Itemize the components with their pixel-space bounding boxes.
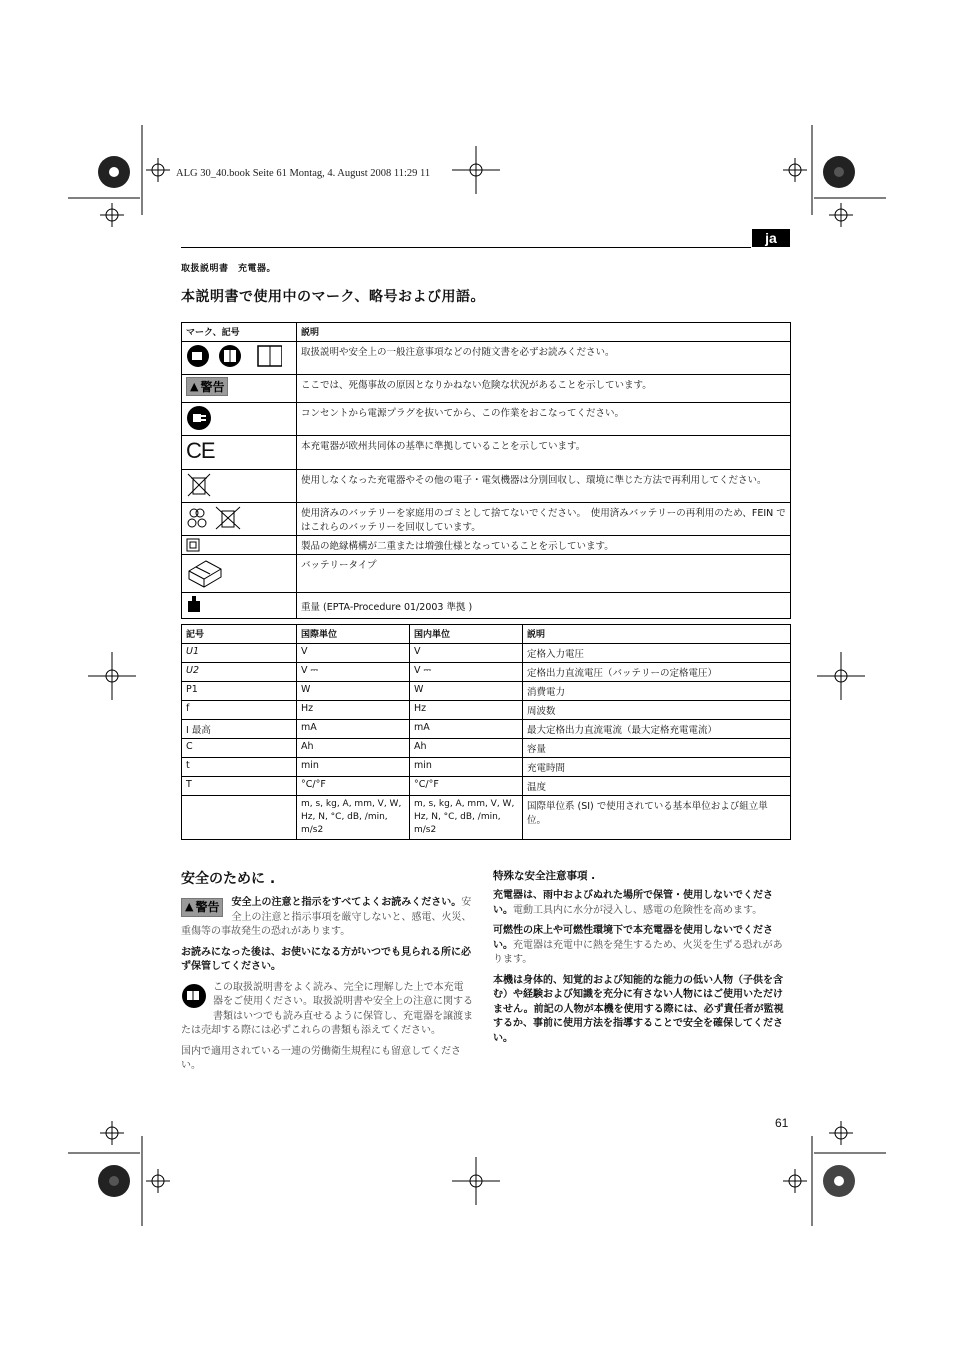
symbol-cell [182,503,297,536]
table-cell: Hz [297,701,410,720]
special-paragraph-2: 可燃性の床上や可燃性環境下で本充電器を使用しないでください。充電器は充電中に熱を発生するため、火災を生ずる恐れがあります。 [493,925,783,965]
description-cell: 使用しなくなった充電器やその他の電子・電気機器は分別回収し、環境に準じた方法で再利用してください。 [297,470,791,503]
table-cell [182,796,297,840]
battery-pack-icon [186,557,224,589]
warning-icon: ▲ [185,900,194,914]
table-cell: Ah [410,739,523,758]
description-cell: 使用済みのバッテリーを家庭用のゴミとして捨てないでください。 使用済みバッテリーの再利用のため、FEIN ではこれらのバッテリーを回収しています。 [297,503,791,536]
table-row [182,739,791,758]
table-row [182,758,791,777]
unplug-icon [186,405,212,431]
labor-text: 国内で適用されている一連の労働衛生規程にも留意してください。 [181,1045,461,1071]
table-cell: 定格入力電圧 [523,644,791,663]
table-header: 記号 [182,625,297,644]
manual-paragraph [181,981,473,1039]
table-header: マーク、記号 [182,323,297,342]
table-cell: t [182,758,297,777]
symbols-table [181,322,791,619]
table-header: 国内単位 [410,625,523,644]
table-cell: 容量 [523,739,791,758]
manual-text: この取扱説明書をよく読み、完全に理解した上で本充電器をご使用ください。取扱説明書や安全上の注意に関する書類はいつでも読み直せるように保管し、充電器を譲渡または売却する際には必ずこれらの書類も添えてください。 [181,981,473,1036]
read-manual-icon [186,344,282,368]
double-insulation-icon [186,538,200,552]
table-cell: mA [297,720,410,739]
table-row [182,720,791,739]
table-cell: f [182,701,297,720]
special-safety-column [493,868,786,1052]
header-rule [181,247,751,248]
table-cell: mA [410,720,523,739]
section-title: 本説明書で使用中のマーク、略号および用語。 [181,289,485,305]
table-header: 説明 [297,323,791,342]
file-header: ALG 30_40.book Seite 61 Montag, 4. August 2008 11:29 11 [176,168,431,179]
table-cell: min [410,758,523,777]
table-row [182,503,791,536]
symbol-cell [182,375,297,403]
description-cell: 製品の絶縁構構が二重または増強仕様となっていることを示しています。 [297,536,791,555]
table-cell: V [297,644,410,663]
page-number: 61 [775,1116,789,1130]
symbol-cell [182,403,297,436]
table-cell: 定格出力直流電圧（バッテリーの定格電圧） [523,663,791,682]
special-title: 特殊な安全注意事項 . [493,870,596,882]
table-row [182,403,791,436]
table-cell: W [410,682,523,701]
table-cell: V [410,644,523,663]
table-row [182,555,791,593]
table-cell: V ⎓ [297,663,410,682]
symbol-cell [182,470,297,503]
warning-text: 安全上の注意と指示事項を厳守しないと、感電、火災、重傷等の事故発生の恐れがあります。 [181,897,472,937]
table-row [182,536,791,555]
warning-icon: ▲ [190,380,199,393]
table-header: 国際単位 [297,625,410,644]
description-cell: コンセントから電源プラグを抜いてから、この作業をおこなってください。 [297,403,791,436]
description-cell: 取扱説明や安全上の一般注意事項などの付随文書を必ずお読みください。 [297,342,791,375]
table-header-row [182,625,791,644]
table-header: 説明 [523,625,791,644]
table-cell: U2 [182,663,297,682]
table-cell: W [297,682,410,701]
description-cell: ここでは、死傷事故の原因となりかねない危険な状況があることを示しています。 [297,375,791,403]
table-cell: C [182,739,297,758]
table-row [182,663,791,682]
table-cell: U1 [182,644,297,663]
table-cell: 国際単位系 (SI) で使用されている基本単位および組立単位。 [523,796,791,840]
table-cell: °C/°F [297,777,410,796]
safety-column [181,868,473,1080]
table-cell: V ⎓ [410,663,523,682]
table-cell: P1 [182,682,297,701]
table-cell: 消費電力 [523,682,791,701]
table-cell: Hz [410,701,523,720]
table-row [182,777,791,796]
language-tab: ja [752,229,790,247]
table-cell: 最大定格出力直流電流（最大定格充電電流） [523,720,791,739]
table-cell: Ah [297,739,410,758]
units-table [181,624,791,840]
symbol-cell [182,555,297,593]
table-row [182,682,791,701]
description-cell: バッテリータイプ [297,555,791,593]
table-row [182,644,791,663]
table-row [182,436,791,470]
warning-paragraph [181,896,473,940]
special-paragraph-3: 本機は身体的、知覚的および知能的な能力の低い人物（子供を含む）や経験および知識を充分に有さない人物にはご使用いただけません。前記の人物が本機を使用する際には、必ず責任者が監視するか、事前に使用方法を指導することで安全を確保してください。 [493,974,784,1044]
battery-recycle-icon [186,505,242,531]
special-paragraph-1: 充電器は、雨中およびぬれた場所で保管・使用しないでください。電動工具内に水分が浸入し、感電の危険性を高めます。 [493,890,773,916]
safety-title: 安全のために . [181,871,276,887]
weee-bin-icon [186,472,212,498]
table-cell: °C/°F [410,777,523,796]
table-cell: T [182,777,297,796]
symbol-cell [182,342,297,375]
table-cell: 周波数 [523,701,791,720]
table-cell: m, s, kg, A, mm, V, W, Hz, N, °C, dB, /min, m/s2 [410,796,523,840]
table-cell: m, s, kg, A, mm, V, W, Hz, N, °C, dB, /min, m/s2 [297,796,410,840]
table-cell: I 最高 [182,720,297,739]
table-row [182,342,791,375]
symbol-cell [182,593,297,619]
ce-mark-icon: CE [186,438,215,463]
table-cell: 温度 [523,777,791,796]
table-row [182,796,791,840]
description-cell: 重量 (EPTA-Procedure 01/2003 準拠 ) [297,593,791,619]
table-row [182,375,791,403]
table-row [182,470,791,503]
table-row [182,701,791,720]
symbol-cell [182,536,297,555]
doc-subtitle: 取扱説明書 充電器。 [181,264,277,274]
warning-badge: ▲ 警告 [186,377,228,396]
symbol-cell [182,436,297,470]
table-cell: 充電時間 [523,758,791,777]
keep-manual-text: お読みになった後は、お使いになる方がいつでも見られる所に必ず保管してください。 [181,946,471,972]
weight-icon [186,595,202,613]
description-cell: 本充電器が欧州共同体の基準に準拠していることを示しています。 [297,436,791,470]
table-row [182,593,791,619]
warning-badge: ▲ 警告 [181,898,223,917]
table-header-row [182,323,791,342]
table-cell: min [297,758,410,777]
read-manual-icon [181,983,207,1009]
warning-bold-text: 安全上の注意と指示をすべてよくお読みください。 [231,897,462,908]
